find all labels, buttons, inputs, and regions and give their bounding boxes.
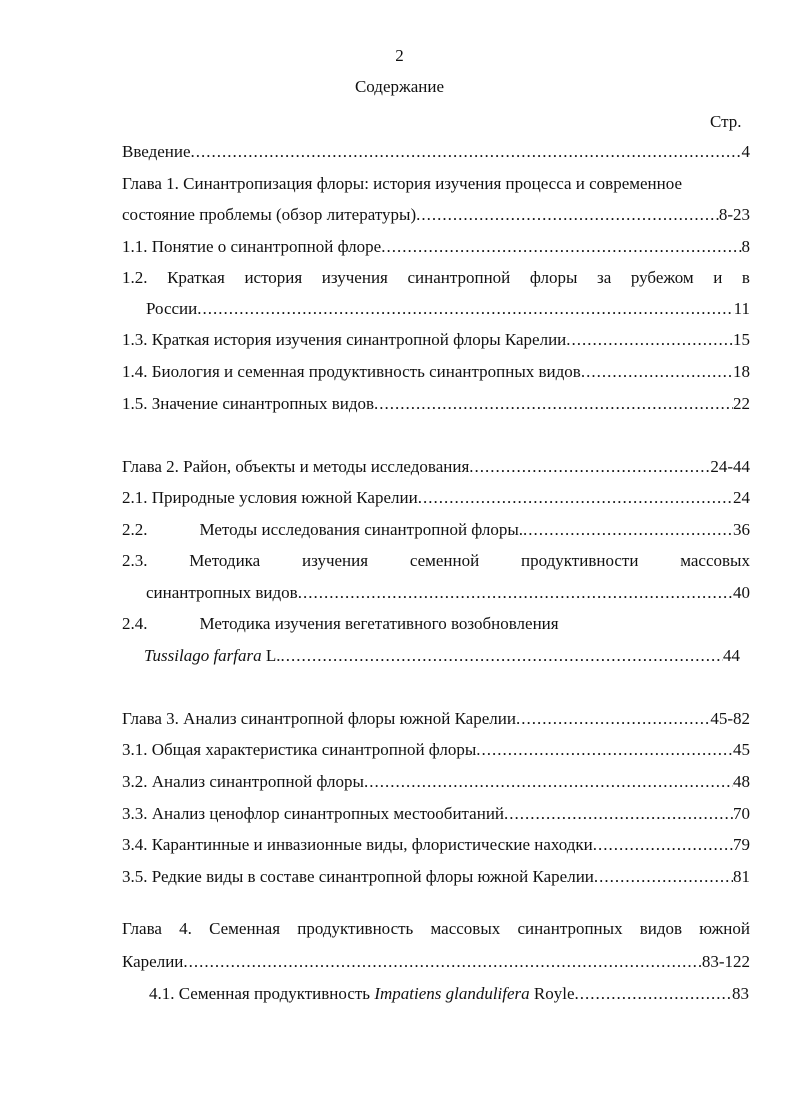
toc-entry-2-2[interactable] xyxy=(122,519,750,541)
word: изучения xyxy=(321,268,388,287)
toc-entry-3-4[interactable] xyxy=(122,834,750,856)
toc-entry-chapter3[interactable] xyxy=(122,708,750,730)
entry-text xyxy=(122,519,523,541)
entry-text: 1.1. Понятие о синантропной флоре xyxy=(122,237,382,256)
entry-page: 83-122 xyxy=(701,952,750,971)
word: массовых xyxy=(430,919,501,938)
word: Краткая xyxy=(167,268,225,287)
entry-text: 1.4. Биология и семенная продуктивность синантропных видов xyxy=(122,362,581,381)
toc-entry-1-2-line2[interactable] xyxy=(146,298,750,320)
entry-text: состояние проблемы (обзор литературы) xyxy=(122,205,417,224)
entry-text: 2.1. Природные условия южной Карелии xyxy=(122,488,418,507)
word: Семенная xyxy=(209,919,281,938)
entry-text: синантропных видов xyxy=(146,583,298,602)
toc-entry-3-1[interactable] xyxy=(122,739,750,761)
entry-page: 24-44 xyxy=(710,457,750,476)
word: за xyxy=(596,268,612,287)
leader-dots xyxy=(594,866,733,888)
entry-number: 2.4. xyxy=(122,614,148,633)
word: история xyxy=(244,268,303,287)
toc-title: Содержание xyxy=(354,77,445,96)
entry-title: 4.1. Семенная продуктивность xyxy=(149,984,371,1003)
word: Методика xyxy=(189,551,261,570)
entry-page: 40 xyxy=(733,583,750,602)
species-author: L. xyxy=(265,646,281,665)
toc-entry-intro[interactable] xyxy=(122,141,750,163)
entry-number: 2.2. xyxy=(122,520,148,539)
entry-page: 70 xyxy=(733,804,750,823)
species-author: Royle xyxy=(533,984,575,1003)
entry-page: 81 xyxy=(733,867,750,886)
leader-dots xyxy=(418,487,733,509)
entry-text: Глава 2. Район, объекты и методы исследования xyxy=(122,457,470,476)
toc-entry-1-4[interactable] xyxy=(122,361,750,383)
entry-text: 3.1. Общая характеристика синантропной флоры xyxy=(122,740,477,759)
toc-entry-2-3-line2[interactable] xyxy=(146,582,750,604)
leader-dots xyxy=(469,456,710,478)
entry-text: Введение xyxy=(122,142,191,161)
entry-page: 45-82 xyxy=(710,709,750,728)
toc-entry-chapter4-line2[interactable] xyxy=(122,951,750,973)
word: 1.2. xyxy=(122,268,148,287)
word: 4. xyxy=(179,919,192,938)
entry-text: 3.4. Карантинные и инвазионные виды, флористические находки xyxy=(122,835,593,854)
entry-text xyxy=(144,645,281,667)
toc-entry-4-1[interactable] xyxy=(149,983,749,1005)
page-column-label: Стр. xyxy=(710,112,742,131)
toc-entry-chapter1-line2[interactable] xyxy=(122,204,750,226)
entry-page: 24 xyxy=(733,488,750,507)
entry-text: 3.2. Анализ синантропной флоры xyxy=(122,772,364,791)
word: продуктивность xyxy=(297,919,414,938)
leader-dots xyxy=(298,582,733,604)
species-name: Tussilago farfara xyxy=(144,646,262,665)
entry-page: 8 xyxy=(741,237,750,256)
toc-entry-3-5[interactable] xyxy=(122,866,750,888)
leader-dots xyxy=(416,204,719,226)
toc-entry-1-5[interactable] xyxy=(122,393,750,415)
entry-page: 4 xyxy=(741,142,750,161)
toc-entry-1-1[interactable] xyxy=(122,236,750,258)
leader-dots xyxy=(364,771,733,793)
entry-page: 8-23 xyxy=(718,205,750,224)
toc-entry-3-2[interactable] xyxy=(122,771,750,793)
leader-dots xyxy=(281,645,723,667)
leader-dots xyxy=(516,708,710,730)
entry-text: Глава 3. Анализ синантропной флоры южной Карелии xyxy=(122,709,516,728)
entry-page: 11 xyxy=(733,299,750,318)
entry-page: 44 xyxy=(723,646,740,665)
entry-text: 1.3. Краткая история изучения синантропной флоры Карелии xyxy=(122,330,567,349)
leader-dots xyxy=(381,236,741,258)
leader-dots xyxy=(183,951,701,973)
entry-text: Карелии xyxy=(122,952,184,971)
word: в xyxy=(741,268,750,287)
toc-entry-1-2-line1[interactable] xyxy=(122,267,750,289)
entry-page: 48 xyxy=(733,772,750,791)
toc-entry-chapter2[interactable] xyxy=(122,456,750,478)
leader-dots xyxy=(566,329,733,351)
entry-page: 36 xyxy=(733,520,750,539)
leader-dots xyxy=(581,361,733,383)
entry-page: 18 xyxy=(733,362,750,381)
word: массовых xyxy=(680,551,750,570)
entry-text: России xyxy=(146,299,198,318)
leader-dots xyxy=(197,298,733,320)
leader-dots xyxy=(593,834,733,856)
leader-dots xyxy=(374,393,733,415)
word: южной xyxy=(699,919,750,938)
toc-entry-chapter4-line1[interactable] xyxy=(122,918,750,940)
entry-text xyxy=(149,983,575,1005)
entry-title: Методы исследования синантропной флоры. xyxy=(199,520,524,539)
toc-entry-2-1[interactable] xyxy=(122,487,750,509)
word: и xyxy=(713,268,723,287)
species-name: Impatiens glandulifera xyxy=(374,984,530,1003)
word: рубежом xyxy=(630,268,694,287)
entry-text: 3.3. Анализ ценофлор синантропных местообитаний xyxy=(122,804,505,823)
word: синантропной xyxy=(407,268,511,287)
word: изучения xyxy=(301,551,369,570)
leader-dots xyxy=(504,803,733,825)
word: видов xyxy=(639,919,683,938)
entry-page: 79 xyxy=(733,835,750,854)
word: 2.3. xyxy=(122,551,148,570)
entry-page: 22 xyxy=(733,394,750,413)
word: флоры xyxy=(529,268,578,287)
word: продуктивности xyxy=(521,551,639,570)
entry-page: 45 xyxy=(733,740,750,759)
entry-text: 3.5. Редкие виды в составе синантропной флоры южной Карелии xyxy=(122,867,594,886)
toc-entry-1-3[interactable] xyxy=(122,329,750,351)
leader-dots xyxy=(575,983,732,1005)
toc-entry-2-3-line1[interactable] xyxy=(122,550,750,572)
leader-dots xyxy=(523,519,733,541)
toc-entry-3-3[interactable] xyxy=(122,803,750,825)
word: синантропных xyxy=(517,919,623,938)
page-number: 2 xyxy=(395,46,404,65)
toc-entry-chapter1-line1[interactable]: Глава 1. Синантропизация флоры: история изучения процесса и современное xyxy=(122,174,682,193)
entry-title: Методика изучения вегетативного возобновления xyxy=(199,614,559,633)
entry-page: 15 xyxy=(733,330,750,349)
toc-entry-2-4-line1[interactable] xyxy=(122,613,750,635)
leader-dots xyxy=(476,739,733,761)
entry-page: 83 xyxy=(732,984,749,1003)
toc-entry-2-4-line2[interactable] xyxy=(144,645,740,667)
word: семенной xyxy=(409,551,480,570)
leader-dots xyxy=(191,141,742,163)
word: Глава xyxy=(122,919,162,938)
entry-text: 1.5. Значение синантропных видов xyxy=(122,394,375,413)
